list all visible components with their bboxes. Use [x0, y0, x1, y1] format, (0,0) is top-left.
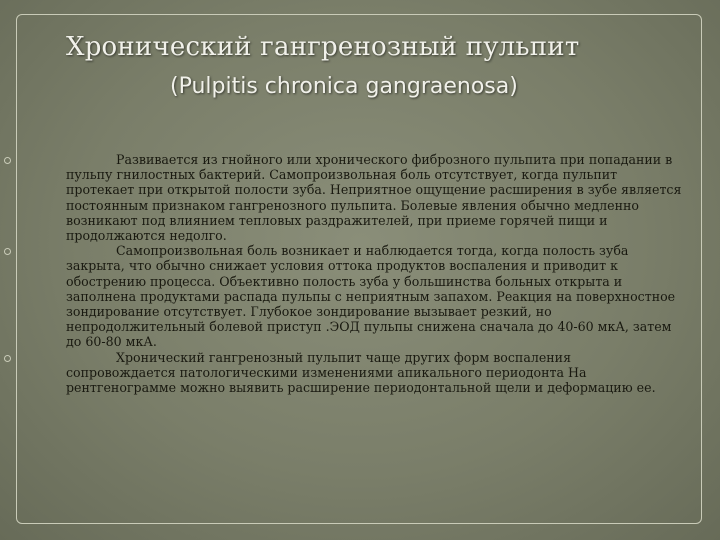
bullet-paragraph-3 [66, 350, 684, 396]
bullet-paragraph-1 [66, 152, 684, 243]
paragraph-text: Развивается из гнойного или хронического фиброзного пульпита при попадании в пульпу гнилостных бактерий. Самопроизвольная боль отсутствует, когда пульпит протекает при открытой полости зуба. Неприятное ощущение расширения в зубе является постоянным признаком гангренозного пульпита. Болевые явления обычно медленно возникают под влиянием тепловых раздражителей, при приеме горячей пищи и продолжаются недолго. [66, 152, 682, 244]
bullet-circle-icon [4, 157, 11, 164]
slide-subtitle: (Pulpitis chronica gangraenosa) [170, 74, 518, 99]
slide-title: Хронический гангренозный пульпит [66, 32, 580, 62]
slide-body [66, 152, 684, 395]
paragraph-text: Самопроизвольная боль возникает и наблюдается тогда, когда полость зуба закрыта, что обычно снижает условия оттока продуктов воспаления и приводит к обострению процесса. Объективно полость зуба у большинства больных открыта и заполнена продуктами распада пульпы с неприятным запахом. Реакция на поверхностное зондирование отсутствует. Глубокое зондирование вызывает резкий, но непродолжительный болевой приступ .ЭОД пульпы снижена сначала до 40-60 мкА, затем до 60-80 мкА. [66, 243, 676, 350]
bullet-circle-icon [4, 355, 11, 362]
bullet-paragraph-2 [66, 243, 684, 349]
bullet-circle-icon [4, 248, 11, 255]
paragraph-text: Хронический гангренозный пульпит чаще других форм воспаления сопровождается патологическими изменениями апикального периодонта На рентгенограмме можно выявить расширение периодонтальной щели и деформацию ее. [66, 349, 656, 396]
